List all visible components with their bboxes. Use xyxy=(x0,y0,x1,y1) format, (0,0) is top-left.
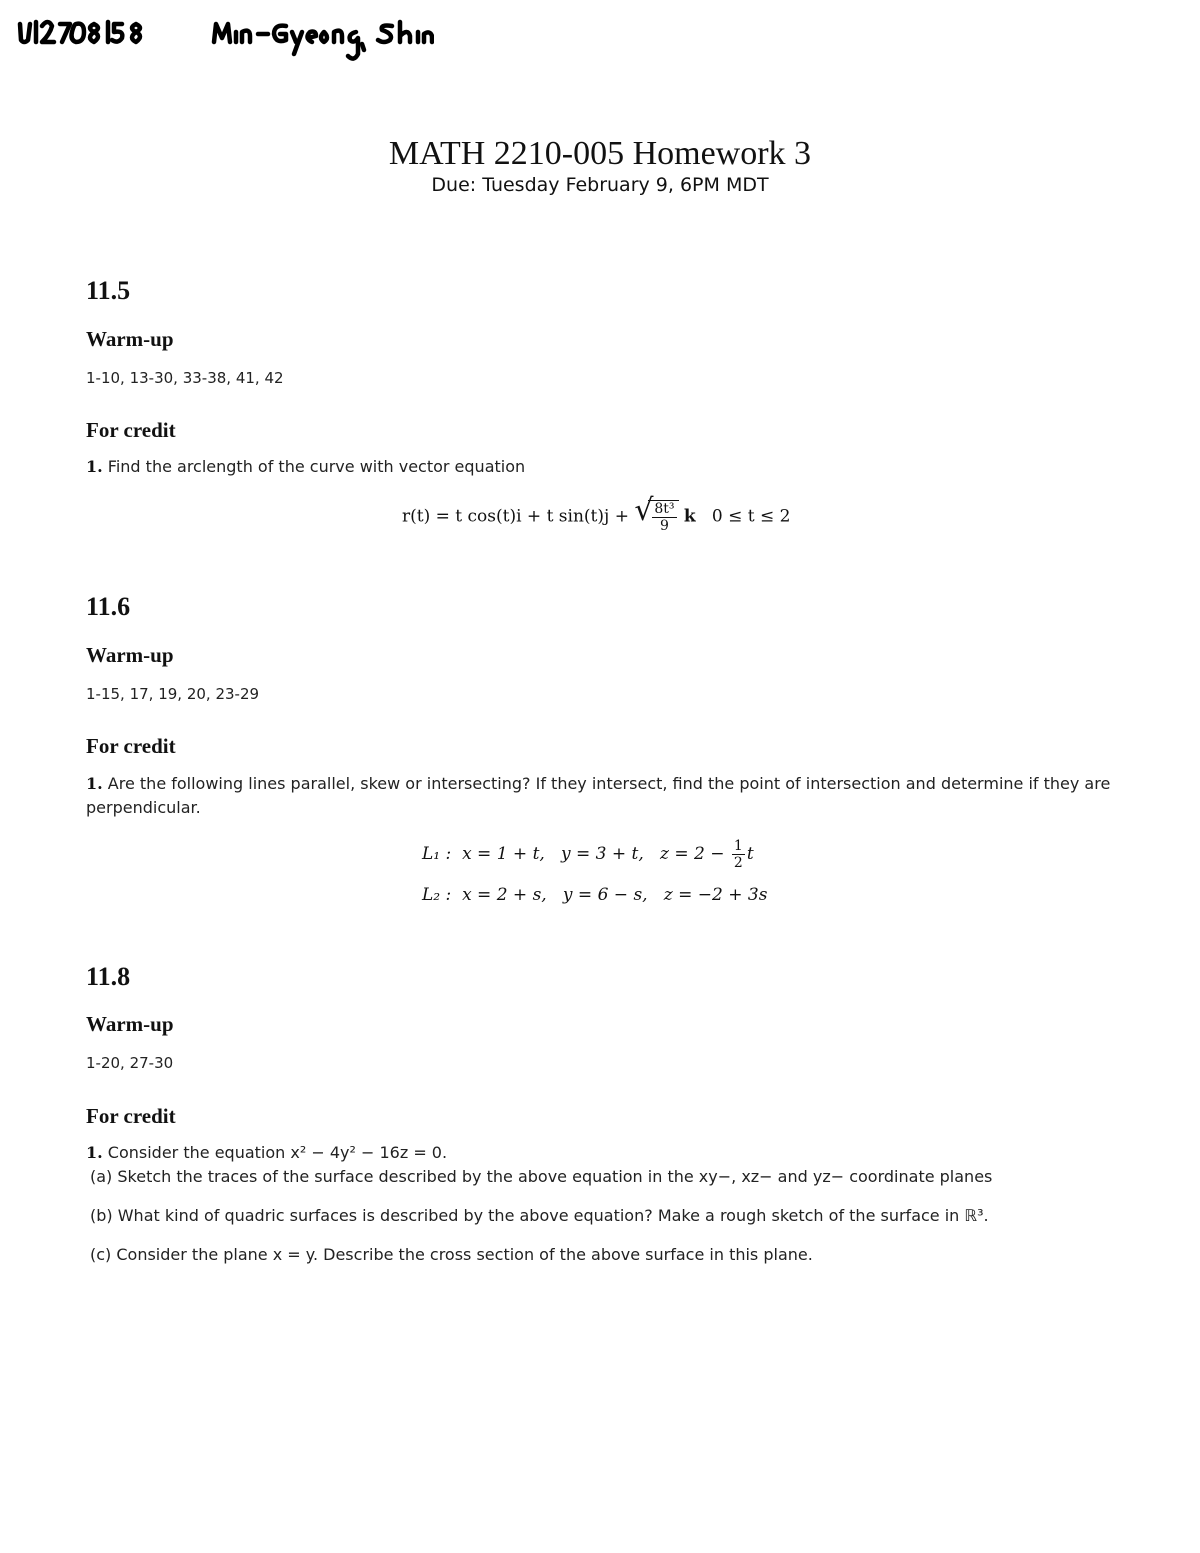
vector-equation xyxy=(402,493,791,534)
problem-part-c: (c) Consider the plane x = y. Describe the cross section of the above surface in this plane. xyxy=(90,1245,813,1264)
line-x: x = 2 + s, xyxy=(462,885,547,905)
fraction-denominator: 2 xyxy=(733,855,743,871)
line-label: L₁ : xyxy=(422,844,452,864)
line-z: z = 2 − xyxy=(660,844,725,864)
line-equation-1 xyxy=(422,838,754,871)
page-title: MATH 2210-005 Homework 3 xyxy=(388,135,812,172)
fraction-numerator: 8t³ xyxy=(654,501,675,517)
line-z: z = −2 + 3s xyxy=(663,885,768,905)
problem-number: 1. xyxy=(86,1143,103,1162)
unit-vector-k: k xyxy=(683,506,696,527)
section-number: 11.6 xyxy=(86,592,131,621)
line-label: L₂ : xyxy=(422,885,452,905)
problem-statement xyxy=(86,1141,1116,1165)
problem-part-b: (b) What kind of quadric surfaces is described by the above equation? Make a rough sketch of the surface in ℝ³. xyxy=(90,1206,989,1225)
due-date: Due: Tuesday February 9, 6PM MDT xyxy=(431,174,769,196)
handwritten-header xyxy=(14,10,434,60)
warmup-heading: Warm-up xyxy=(86,1012,174,1036)
section-number: 11.5 xyxy=(86,276,131,305)
problem-text: Consider the equation x² − 4y² − 16z = 0. xyxy=(107,1143,448,1162)
problem-part-a: (a) Sketch the traces of the surface described by the above equation in the xy−, xz− and yz− coordinate planes xyxy=(90,1167,993,1186)
equation-lhs: r(t) = t cos(t)i + t sin(t)j + xyxy=(402,506,635,527)
radical-sign-icon: √ xyxy=(634,493,654,528)
credit-heading: For credit xyxy=(86,1104,176,1128)
fraction xyxy=(732,838,745,871)
credit-heading: For credit xyxy=(86,734,176,758)
warmup-problems: 1-10, 13-30, 33-38, 41, 42 xyxy=(86,369,284,387)
warmup-heading: Warm-up xyxy=(86,643,174,667)
square-root xyxy=(634,493,678,534)
parameter-range: 0 ≤ t ≤ 2 xyxy=(711,506,791,527)
line-y: y = 6 − s, xyxy=(562,885,648,905)
handwritten-student-id-and-name xyxy=(14,10,434,62)
credit-heading: For credit xyxy=(86,418,176,442)
title-block xyxy=(0,134,1200,196)
fraction-numerator: 1 xyxy=(733,838,743,854)
warmup-heading: Warm-up xyxy=(86,327,174,351)
line-y: y = 3 + t, xyxy=(561,844,644,864)
section-number: 11.8 xyxy=(86,962,131,991)
fraction-denominator: 9 xyxy=(659,518,669,534)
problem-text: Are the following lines parallel, skew or intersecting? If they intersect, find the point of intersection and determine if they are perpendicular. xyxy=(86,774,1111,817)
problem-number: 1. xyxy=(86,774,103,793)
warmup-problems: 1-20, 27-30 xyxy=(86,1054,174,1072)
line-z-variable: t xyxy=(746,844,754,864)
line-equation-2 xyxy=(422,885,767,905)
warmup-problems: 1-15, 17, 19, 20, 23-29 xyxy=(86,685,260,703)
problem-statement xyxy=(86,772,1116,820)
line-x: x = 1 + t, xyxy=(462,844,545,864)
problem-number: 1. xyxy=(86,457,103,476)
problem-statement xyxy=(86,455,1116,479)
problem-text: Find the arclength of the curve with vector equation xyxy=(107,457,526,476)
fraction xyxy=(652,501,676,534)
